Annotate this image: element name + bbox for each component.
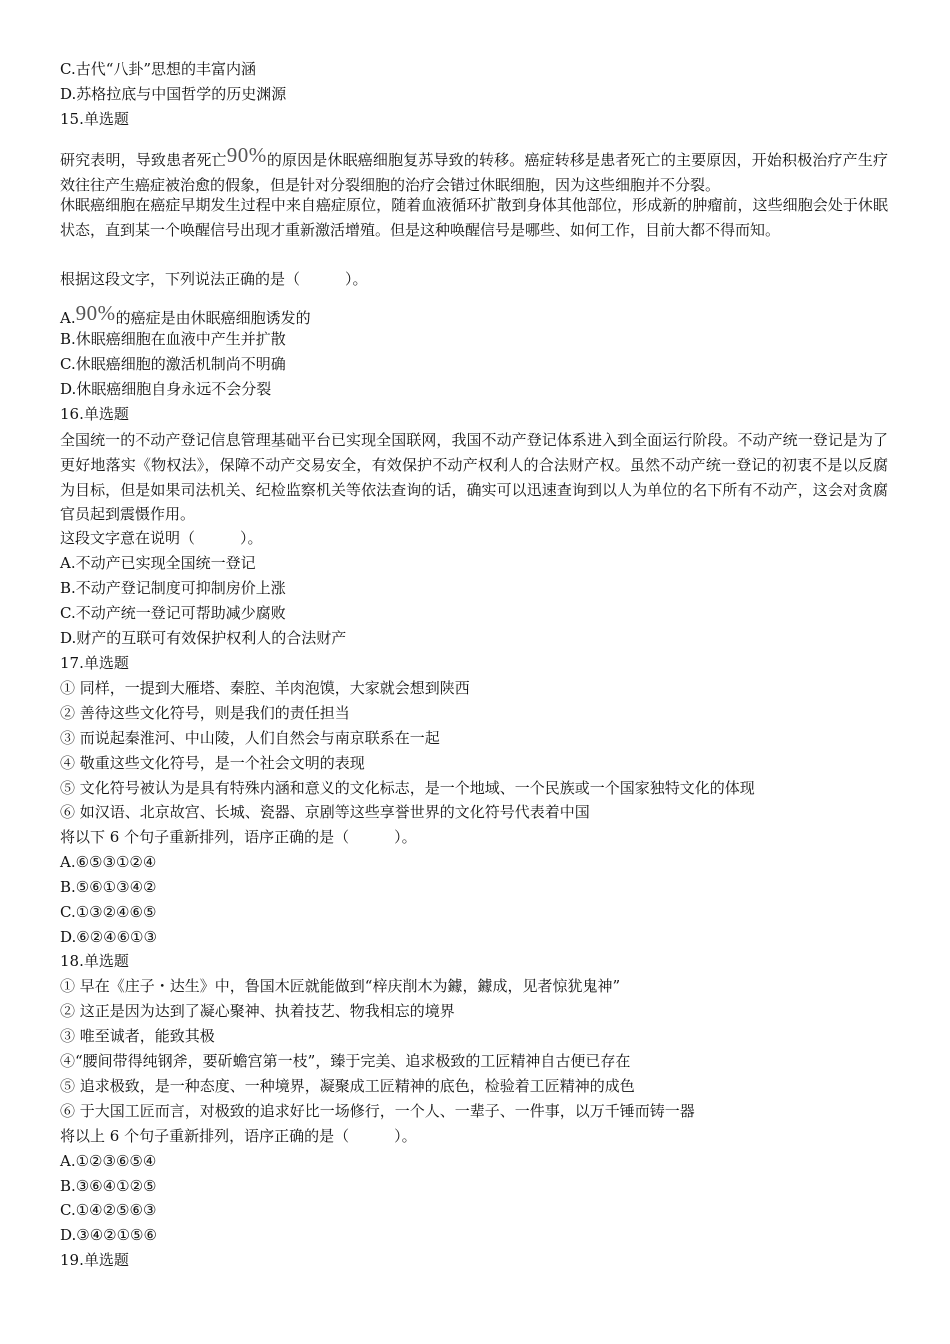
q18-sentence-4: ④“腰间带得纯钢斧，要斫蟾宫第一枝”，臻于完美、追求极致的工匠精神自古便已存在: [60, 1052, 631, 1070]
q16-option-a: A.不动产已实现全国统一登记: [60, 554, 256, 572]
q15-passage-2: 休眠癌细胞在癌症早期发生过程中来自癌症原位，随着血液循环扩散到身体其他部位，形成新的肿瘤前，这些细胞会处于休眠状态，直到某一个唤醒信号出现才重新激活增殖。但是这种唤醒信号是哪些、如何工作，目前大都不得而知。: [60, 196, 888, 239]
q18-sentence-5: ⑤ 追求极致，是一种态度、一种境界，凝聚成工匠精神的底色，检验着工匠精神的成色: [60, 1077, 635, 1095]
q15-question: 根据这段文字，下列说法正确的是（ ）。: [60, 270, 368, 288]
q18-option-b: B.③⑥④①②⑤: [60, 1177, 157, 1195]
q14-option-c: C.古代“八卦”思想的丰富内涵: [60, 60, 257, 78]
q16-question: 这段文字意在说明（ ）。: [60, 529, 263, 547]
q17-option-a: A.⑥⑤③①②④: [60, 853, 157, 871]
q17-sentence-2: ② 善待这些文化符号，则是我们的责任担当: [60, 704, 350, 722]
q16-passage: 全国统一的不动产登记信息管理基础平台已实现全国联网，我国不动产登记体系进入到全面运行阶段。不动产统一登记是为了更好地落实《物权法》，保障不动产交易安全，有效保护不动产权利人的合法财产权。虽然不动产统一登记的初衷不是以反腐为目标，但是如果司法机关、纪检监察机关等依法查询的话，确实可以迅速查询到以人为单位的名下所有不动产，这会对贪腐官员起到震慑作用。: [60, 431, 888, 524]
q17-sentence-5: ⑤ 文化符号被认为是具有特殊内涵和意义的文化标志，是一个地域、一个民族或一个国家独特文化的体现: [60, 779, 755, 797]
q15-option-a-percent: 90%: [75, 301, 116, 325]
q17-option-c: C.①③②④⑥⑤: [60, 903, 157, 921]
q16-option-d: D.财产的互联可有效保护权利人的合法财产: [60, 629, 347, 647]
q18-sentence-1: ① 早在《庄子・达生》中，鲁国木匠就能做到“梓庆削木为鐻，鐻成，见者惊犹鬼神”: [60, 977, 621, 995]
q18-option-c: C.①④②⑤⑥③: [60, 1201, 157, 1219]
q15-passage-post: 的原因是休眠癌细胞复苏导致的转移。癌症转移是患者死亡的主要原因，开始积极治疗产生疗效往往产生癌症被治愈的假象，但是针对分裂细胞的治疗会错过休眠细胞，因为这些细胞并不分裂。: [60, 151, 888, 194]
q17-question: 将以下 6 个句子重新排列，语序正确的是（ ）。: [60, 828, 417, 846]
q18-question: 将以上 6 个句子重新排列，语序正确的是（ ）。: [60, 1127, 417, 1145]
q17-sentence-3: ③ 而说起秦淮河、中山陵，人们自然会与南京联系在一起: [60, 729, 440, 747]
q15-passage-pre: 研究表明，导致患者死亡: [60, 151, 227, 169]
q17-sentence-1: ① 同样，一提到大雁塔、秦腔、羊肉泡馍，大家就会想到陕西: [60, 679, 470, 697]
q17-option-d: D.⑥②④⑥①③: [60, 928, 157, 946]
q15-header: 15.单选题: [60, 110, 129, 128]
q16-option-b: B.不动产登记制度可抑制房价上涨: [60, 579, 286, 597]
q18-sentence-3: ③ 唯至诚者，能致其极: [60, 1027, 215, 1045]
q17-sentence-4: ④ 敬重这些文化符号，是一个社会文明的表现: [60, 754, 365, 772]
q16-header: 16.单选题: [60, 405, 129, 423]
q18-sentence-6: ⑥ 于大国工匠而言，对极致的追求好比一场修行，一个人、一辈子、一件事，以万千锤而铸一器: [60, 1102, 695, 1120]
q15-option-a-text: 的癌症是由休眠癌细胞诱发的: [115, 309, 311, 327]
q15-option-c: C.休眠癌细胞的激活机制尚不明确: [60, 355, 286, 373]
q18-sentence-2: ② 这正是因为达到了凝心聚神、执着技艺、物我相忘的境界: [60, 1002, 455, 1020]
q19-header: 19.单选题: [60, 1251, 129, 1269]
q15-option-a-prefix: A.: [60, 309, 76, 327]
q17-header: 17.单选题: [60, 654, 129, 672]
q17-option-b: B.⑤⑥①③④②: [60, 878, 157, 896]
q15-passage-1: [60, 143, 888, 198]
q18-option-a: A.①②③⑥⑤④: [60, 1152, 157, 1170]
q15-option-a: [60, 301, 311, 327]
q18-header: 18.单选题: [60, 952, 129, 970]
q15-percent: 90%: [226, 143, 267, 167]
q18-option-d: D.③④②①⑤⑥: [60, 1226, 157, 1244]
q17-sentence-6: ⑥ 如汉语、北京故宫、长城、瓷器、京剧等这些享誉世界的文化符号代表着中国: [60, 803, 590, 821]
q15-option-d: D.休眠癌细胞自身永远不会分裂: [60, 380, 272, 398]
q14-option-d: D.苏格拉底与中国哲学的历史渊源: [60, 85, 287, 103]
q15-option-b: B.休眠癌细胞在血液中产生并扩散: [60, 330, 286, 348]
q16-option-c: C.不动产统一登记可帮助减少腐败: [60, 604, 286, 622]
